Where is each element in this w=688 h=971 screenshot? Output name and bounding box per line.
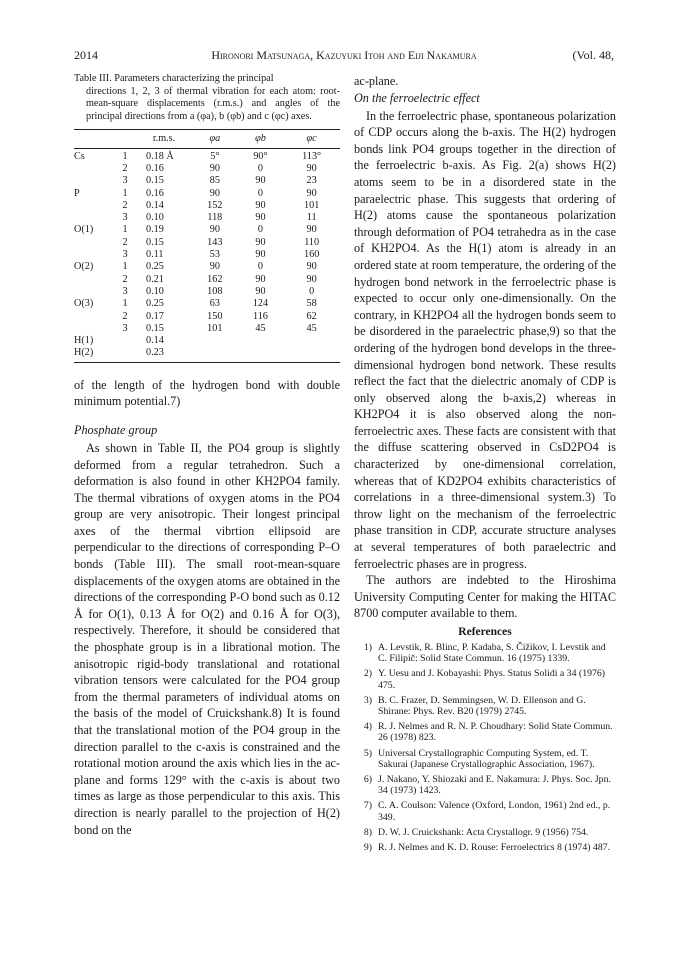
- table-cell: 124: [252, 298, 269, 310]
- table-cell: [74, 249, 114, 261]
- table-cell: 45: [306, 322, 317, 334]
- table-row: [74, 274, 340, 286]
- table-cell: 0.15: [146, 322, 164, 334]
- reference-text: J. Nakano, Y. Shiozaki and E. Nakamura: J. Phys. Soc. Jpn. 34 (1973) 1423.: [378, 774, 611, 797]
- table-cell: [114, 347, 136, 362]
- table-cell: [192, 335, 238, 347]
- table-cell: 0.14: [146, 199, 164, 211]
- table-cell: 162: [207, 273, 223, 285]
- reference-number: 2): [363, 668, 372, 680]
- table-cell: 90: [209, 261, 220, 273]
- table-row: [74, 237, 340, 249]
- table-row: [74, 347, 340, 362]
- table-cell: 90: [255, 212, 266, 224]
- table-row: [74, 335, 340, 347]
- table-cell: [74, 274, 114, 286]
- table-caption: [74, 73, 340, 123]
- table-column-header: φa: [192, 130, 238, 148]
- table-cell: 0.10: [146, 212, 164, 224]
- reference-number: 1): [363, 642, 372, 653]
- table-cell: 0.16: [146, 162, 164, 174]
- table-row: [74, 298, 340, 310]
- phosphate-heading: Phosphate group: [74, 422, 158, 437]
- table-column-header: φc: [283, 130, 340, 148]
- table-cell: 90: [255, 285, 266, 297]
- reference-item: [354, 842, 616, 853]
- table-cell: 2: [122, 273, 128, 285]
- table-cell: 116: [253, 310, 268, 322]
- table-body: [74, 148, 340, 362]
- table-cell: 3: [122, 175, 128, 187]
- table-cell: H(2): [74, 347, 114, 362]
- table-cell: 0.18 Å: [146, 150, 174, 162]
- ferroelectric-paragraph: In the ferroelectric phase, spontaneous polarization of CDP occurs along the b-axis. The H(2) hydrogen bonds link PO4 groups together in the direction of the ferroelectric b-axis. As Fig. 2(a) shows H(2) atoms seem to be in a disordered state in the paraelectric phase. This suggests that ordering of H(2) atoms cause the spontaneous polarization through deformation of PO4 tetrahedra as in the case of KH2PO4. As the H(1) atom is already in an ordered state at room temperature, the ordering of the hydrogen bond network in the ferroelectric phase is expected to occur only one-dimensionally. On the contrary, in KH2PO4 all the hydrogen bonds seem to be disordered in the paraelectric phase,9) so that the ordering of the hydrogen bond develops in the three-dimensional hydrogen bond network. These results reflect the fact that the dielectric anomaly of CDP is only observed along the b-axis,2) whereas in KH2PO4 it is also observed along the non-ferroelectric axes. These facts are consistent with that the diffuse scattering observed in CsD2PO4 is characterized by one-dimensional correlation, whereas that of KD2PO4 exhibits characteristics of correlations in a three-dimensional system.3) To throw light on the mechanism of the ferroelectric phase transition in CDP, accurate structure analyses at several temperatures of both paraelectric and ferroelectric phases are in progress.: [354, 108, 616, 571]
- table-cell: [74, 212, 114, 224]
- table-cell: [283, 347, 340, 362]
- table-cell: 11: [306, 212, 317, 224]
- table-cell: 1: [122, 187, 128, 199]
- table-cell: [114, 335, 136, 347]
- running-authors: Hironori Matsunaga, Kazuyuki Itoh and Eiji Nakamura: [211, 48, 477, 62]
- table-row: [74, 261, 340, 273]
- left-continued-paragraph: of the length of the hydrogen bond with double minimum potential.7): [74, 377, 340, 409]
- table-column-header: [74, 130, 114, 148]
- table-cell: 1: [122, 298, 128, 310]
- table-cell: 63: [209, 298, 220, 310]
- table-cell: 0.25: [146, 298, 164, 310]
- table-cell: 3: [122, 322, 128, 334]
- table-cell: 90: [255, 273, 266, 285]
- table-cell: 90: [255, 249, 266, 261]
- ferroelectric-heading: On the ferroelectric effect: [354, 90, 480, 105]
- table-cell: 150: [207, 310, 223, 322]
- references-list: [354, 642, 616, 853]
- table-column-header: [114, 130, 136, 148]
- table-cell: [238, 335, 284, 347]
- parameters-table: [74, 129, 340, 362]
- table-caption-body: directions 1, 2, 3 of thermal vibration for each atom: root-mean-square displacements (r.m.s.) and angles of the principal directions from a (φa), b (φb) and c (φc) axes.: [86, 85, 340, 122]
- reference-text: R. J. Nelmes and R. N. P. Choudhary: Solid State Commun. 26 (1978) 823.: [378, 721, 613, 744]
- table-cell: [74, 237, 114, 249]
- table-cell: 101: [207, 322, 223, 334]
- table-row: [74, 323, 340, 335]
- table-cell: 0.14: [146, 335, 164, 347]
- table-cell: 45: [255, 322, 266, 334]
- table-cell: [283, 335, 340, 347]
- table-cell: P: [74, 187, 80, 199]
- table-row: [74, 175, 340, 187]
- table-cell: 160: [304, 249, 320, 261]
- table-cell: [74, 311, 114, 323]
- table-cell: 2: [122, 199, 128, 211]
- table-row: [74, 212, 340, 224]
- table-cell: 90: [209, 224, 220, 236]
- table-cell: 143: [207, 236, 223, 248]
- table-cell: 0: [257, 261, 263, 273]
- reference-item: [354, 800, 616, 822]
- table-cell: [192, 347, 238, 362]
- table-cell: 1: [122, 150, 128, 162]
- table-cell: 0: [257, 187, 263, 199]
- table-cell: 58: [306, 298, 317, 310]
- table-cell: [74, 175, 114, 187]
- table-cell: 0.23: [136, 347, 192, 362]
- reference-item: [354, 748, 616, 770]
- table-row: [74, 148, 340, 163]
- table-header-row: [74, 130, 340, 148]
- table-cell: 90: [306, 273, 317, 285]
- table-cell: 0.21: [146, 273, 164, 285]
- reference-item: [354, 721, 616, 743]
- table-column-header: φb: [238, 130, 284, 148]
- table-cell: 5°: [210, 150, 220, 162]
- phosphate-paragraph: As shown in Table II, the PO4 group is slightly deformed from a regular tetrahedron. Such a deformation is also found in other KH2PO4 family. The thermal vibrations of oxygen atoms in the PO4 group are very anisotropic. Their longest principal axes of the thermal vibrtion ellipsoid are perpendicular to the directions of corresponding P–O bonds (Table III). The small root-mean-square displacements of the oxygen atoms are obtained in the directions of the corresponding P-O bond such as 0.12 Å for O(1), 0.13 Å for O(2) and 0.16 Å for O(3), respectively. Therefore, it should be considered that the phosphate group is in a librational motion. The anisotropic rigid-body translational and rotational vibration tensors were calculated for the PO4 group from the thermal parameters of individual atoms on the basis of the model of Cruickshank.8) It is found that the translational motion of the PO4 group in the direction parallel to the c-axis is constrained and the rotational motion around the axis which lies in the ac-plane and forms 129° with the c-axis is about two times as large as those perpendicular to this axis. This direction is nearly parallel to the projection of H(2) bond on the: [74, 440, 340, 837]
- table-cell: 1: [122, 261, 128, 273]
- table-cell: 108: [207, 285, 223, 297]
- table-cell: 0.11: [146, 249, 164, 261]
- table-cell: 0.19: [146, 224, 164, 236]
- table-cell: 2: [122, 310, 128, 322]
- references-heading: References: [458, 626, 512, 638]
- table-cell: 0: [257, 224, 263, 236]
- table-cell: 23: [306, 175, 317, 187]
- table-cell: 0.15: [146, 236, 164, 248]
- table-cell: 90: [255, 199, 266, 211]
- running-header: [74, 48, 614, 64]
- table-cell: 90°: [253, 150, 268, 162]
- table-row: [74, 311, 340, 323]
- table-cell: 62: [306, 310, 317, 322]
- table-cell: 0.10: [146, 285, 164, 297]
- table-cell: 0: [309, 285, 315, 297]
- left-column: [74, 73, 340, 838]
- table-row: [74, 200, 340, 212]
- page-number: 2014: [74, 48, 98, 62]
- volume-label: (Vol. 48,: [572, 48, 614, 62]
- table-column-header: r.m.s.: [136, 130, 192, 148]
- table-cell: O(1): [74, 224, 94, 236]
- table-cell: 0.17: [146, 310, 164, 322]
- reference-item: [354, 668, 616, 690]
- reference-text: B. C. Frazer, D. Semmingsen, W. D. Ellenson and G. Shirane: Phys. Rev. B20 (1979) 2745.: [378, 694, 586, 718]
- table-cell: 90: [306, 187, 317, 199]
- right-column: [354, 73, 616, 857]
- table-cell: Cs: [74, 150, 85, 162]
- reference-text: D. W. J. Cruickshank: Acta Crystallogr. 9 (1956) 754.: [378, 826, 589, 838]
- reference-text: C. A. Coulson: Valence (Oxford, London, 1961) 2nd ed., p. 349.: [378, 800, 611, 823]
- table-row: [74, 286, 340, 298]
- table-cell: 3: [122, 249, 128, 261]
- table-cell: [74, 200, 114, 212]
- reference-number: 4): [363, 721, 372, 733]
- reference-item: [354, 642, 616, 664]
- table-cell: 90: [255, 236, 266, 248]
- table-cell: 90: [306, 162, 317, 174]
- table-cell: O(3): [74, 298, 94, 310]
- table-cell: 113°: [302, 150, 322, 162]
- table-caption-head: Table III. Parameters characterizing the principal: [74, 73, 274, 84]
- table-cell: 1: [122, 224, 128, 236]
- table-cell: 101: [304, 199, 320, 211]
- table-cell: 152: [207, 199, 223, 211]
- table-cell: 118: [207, 212, 223, 224]
- table-cell: [238, 347, 284, 362]
- table-cell: [74, 323, 114, 335]
- table-cell: 90: [306, 224, 317, 236]
- table-cell: 85: [209, 175, 220, 187]
- table-cell: O(2): [74, 261, 94, 273]
- table-row: [74, 188, 340, 200]
- right-continued-paragraph: ac-plane.: [354, 74, 399, 88]
- table-cell: 2: [122, 162, 128, 174]
- reference-number: 8): [363, 826, 372, 838]
- reference-item: [354, 827, 616, 838]
- table-cell: 53: [209, 249, 220, 261]
- table-row: [74, 249, 340, 261]
- table-cell: 90: [306, 261, 317, 273]
- reference-number: 6): [363, 774, 372, 786]
- table-row: [74, 163, 340, 175]
- reference-number: 7): [363, 800, 372, 812]
- table-cell: 3: [122, 285, 128, 297]
- table-cell: [74, 286, 114, 298]
- table-row: [74, 224, 340, 236]
- acknowledgement-paragraph: The authors are indebted to the Hiroshima University Computing Center for making the HITAC 8700 computer available to them.: [354, 573, 616, 621]
- table-cell: [74, 163, 114, 175]
- reference-text: R. J. Nelmes and K. D. Rouse: Ferroelectrics 8 (1974) 487.: [378, 842, 611, 854]
- table-cell: 0.25: [146, 261, 164, 273]
- reference-number: 9): [363, 842, 372, 854]
- table-cell: 0.16: [146, 187, 164, 199]
- reference-text: Universal Crystallographic Computing System, ed. T. Sakurai (Japanese Crystallographic Association, 1967).: [378, 747, 595, 770]
- reference-text: A. Levstik, R. Blinc, P. Kadaba, S. Čižikov, I. Levstik and C. Filipič: Solid State Commun. 16 (1975) 1339.: [378, 642, 606, 665]
- reference-text: Y. Uesu and J. Kobayashi: Phys. Status Solidi a 34 (1976) 475.: [378, 668, 606, 691]
- table-cell: 0: [257, 162, 263, 174]
- table-cell: 90: [209, 187, 220, 199]
- table-cell: 110: [304, 236, 320, 248]
- reference-item: [354, 695, 616, 717]
- reference-item: [354, 774, 616, 796]
- table-cell: 3: [122, 212, 128, 224]
- table-cell: H(1): [74, 335, 94, 347]
- reference-number: 5): [363, 747, 372, 759]
- reference-number: 3): [363, 694, 372, 706]
- table-cell: 90: [255, 175, 266, 187]
- table-cell: 0.15: [146, 175, 164, 187]
- table-cell: 2: [122, 236, 128, 248]
- table-cell: 90: [209, 162, 220, 174]
